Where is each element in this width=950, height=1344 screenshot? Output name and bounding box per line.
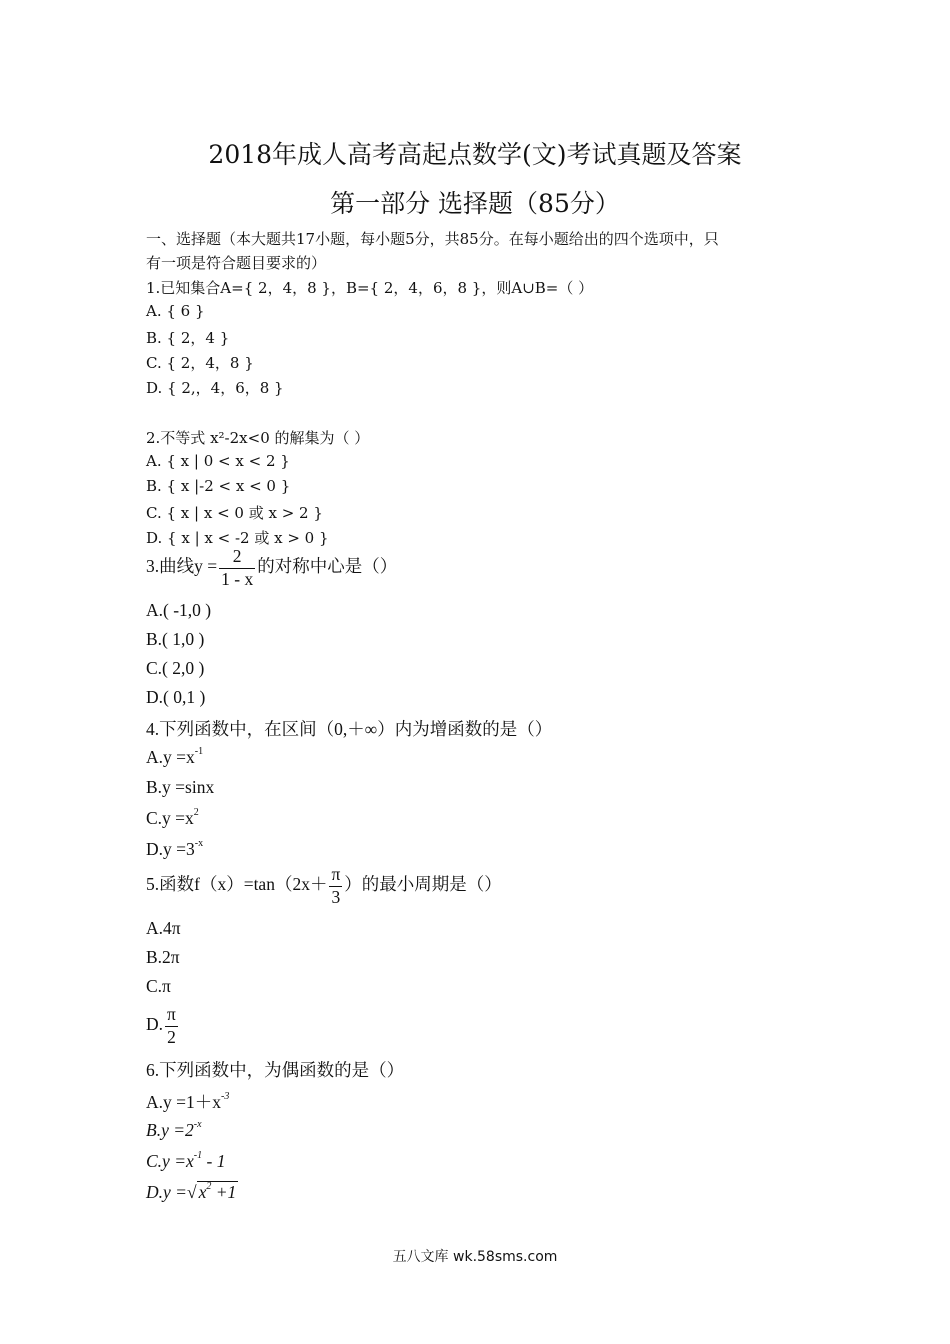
q4-option-a-base: A.y =x xyxy=(146,747,195,767)
q4-option-d xyxy=(146,839,203,860)
q5-option-d-numerator: π xyxy=(167,1004,176,1024)
q2-stem: 2.不等式 x²-2x<0 的解集为（ ） xyxy=(146,429,370,447)
q6-option-d-base: x xyxy=(198,1182,207,1202)
q5-numerator: π xyxy=(331,864,341,884)
q6-option-c-base: C.y =x xyxy=(146,1151,194,1171)
q4-option-c xyxy=(146,808,199,829)
q1-option-a: A. { 6 } xyxy=(146,302,205,320)
q5-denominator: 3 xyxy=(329,886,342,907)
q1-option-c: C. { 2，4，8 } xyxy=(146,354,254,372)
q6-option-b xyxy=(146,1120,202,1141)
q6-option-a-exponent: -3 xyxy=(221,1091,230,1103)
q5-suffix: ）的最小周期是（） xyxy=(344,874,502,895)
q5-option-a: A.4π xyxy=(146,918,181,938)
q2-option-c: C. { x | x < 0 或 x > 2 } xyxy=(146,504,323,522)
q3-suffix: 的对称中心是（） xyxy=(257,556,398,577)
q3-option-b: B.( 1,0 ) xyxy=(146,629,205,649)
q2-option-a: A. { x | 0 < x < 2 } xyxy=(146,452,290,470)
q6-option-c-tail: - 1 xyxy=(202,1151,226,1171)
q4-option-c-base: C.y =x xyxy=(146,808,194,828)
q6-option-b-base: B.y =2 xyxy=(146,1120,194,1140)
q5-option-d xyxy=(146,1006,180,1046)
q1-option-b: B. { 2，4 } xyxy=(146,329,230,347)
q5-fraction xyxy=(329,866,342,906)
q6-option-c-exponent: -1 xyxy=(193,1150,203,1162)
q5-option-d-denominator: 2 xyxy=(165,1026,178,1047)
instruction-line-1: 一、选择题（本大题共17小题，每小题5分，共85分。在每小题给出的四个选项中，只 xyxy=(146,230,719,248)
q6-option-a-base: A.y =1＋x xyxy=(146,1092,222,1112)
q4-option-d-exponent: -x xyxy=(194,838,204,850)
q6-option-c xyxy=(146,1151,225,1172)
q3-prefix: 3.曲线y = xyxy=(146,556,218,577)
q3-numerator: 2 xyxy=(232,546,242,566)
q2-option-d: D. { x | x < -2 或 x > 0 } xyxy=(146,529,329,547)
q3-option-c: C.( 2,0 ) xyxy=(146,658,205,678)
q3-option-d: D.( 0,1 ) xyxy=(146,687,206,707)
q4-option-a-exponent: -1 xyxy=(194,746,204,758)
section-title: 第一部分 选择题（85分） xyxy=(330,189,620,218)
q5-option-d-fraction xyxy=(165,1006,178,1046)
q6-option-d-label: D.y = xyxy=(146,1182,187,1202)
q4-option-c-exponent: 2 xyxy=(193,807,199,819)
q1-option-d: D. { 2,，4，6，8 } xyxy=(146,379,284,397)
instruction-line-2: 有一项是符合题目要求的） xyxy=(146,254,327,272)
q6-option-d-radicand xyxy=(197,1181,239,1202)
q6-option-d-tail: +1 xyxy=(211,1182,237,1202)
q2-option-b: B. { x |-2 < x < 0 } xyxy=(146,477,291,495)
q5-option-b: B.2π xyxy=(146,947,180,967)
q5-option-c: C.π xyxy=(146,976,171,996)
q5-stem xyxy=(146,866,502,906)
q3-option-a: A.( -1,0 ) xyxy=(146,600,212,620)
document-title: 2018年成人高考高起点数学(文)考试真题及答案 xyxy=(208,140,742,169)
sqrt-icon: √ xyxy=(186,1182,197,1202)
q6-option-b-exponent: -x xyxy=(193,1119,202,1131)
q4-option-b xyxy=(146,777,214,798)
q3-denominator: 1 - x xyxy=(221,568,254,589)
q4-stem: 4.下列函数中，在区间（0,＋∞）内为增函数的是（） xyxy=(146,719,553,739)
q6-option-d xyxy=(146,1182,238,1203)
q6-option-d-exponent: 2 xyxy=(206,1181,212,1193)
q6-option-a xyxy=(146,1089,229,1114)
q3-stem xyxy=(146,548,397,588)
q4-option-b-base: B.y =sinx xyxy=(146,777,215,797)
q3-fraction xyxy=(219,548,255,588)
q6-stem: 6.下列函数中，为偶函数的是（） xyxy=(146,1060,405,1080)
q1-stem: 1.已知集合A={ 2，4，8 }，B={ 2，4，6，8 }，则A∪B=（ ） xyxy=(146,279,594,297)
q5-option-d-label: D. xyxy=(146,1014,164,1035)
footer-watermark: 五八文库 wk.58sms.com xyxy=(392,1249,558,1265)
q4-option-a xyxy=(146,747,203,768)
q4-option-d-base: D.y =3 xyxy=(146,839,195,859)
q5-prefix: 5.函数f（x）=tan（2x＋ xyxy=(146,874,328,895)
